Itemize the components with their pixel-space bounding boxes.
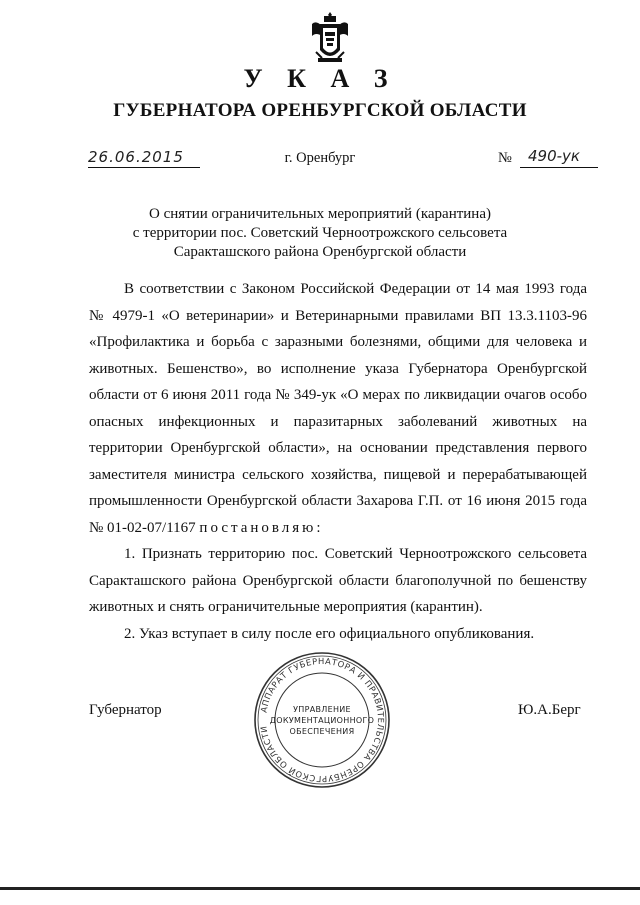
coat-of-arms-icon (308, 10, 352, 66)
body-line: В соответствии с Законом Российской Федерации от 14 мая 1993 года (124, 281, 587, 297)
number-sign: № (498, 150, 512, 166)
body-line (89, 515, 587, 542)
body-line: 1. Признать территорию пос. Советский Черноотрожского сельсовета (124, 546, 587, 562)
stamp-center (252, 704, 392, 737)
subject-line: О снятии ограничительных мероприятий (карантина) (149, 206, 491, 222)
stamp-ring-text: АППАРАТ ГУБЕРНАТОРА И ПРАВИТЕЛЬСТВА ОРЕНБУРГСКОЙ ОБЛАСТИ (258, 655, 387, 785)
city-label: г. Оренбург (284, 150, 356, 166)
registration-number: № 01-02-07/1167 (89, 519, 196, 536)
issuer-title: ГУБЕРНАТОРА ОРЕНБУРГСКОЙ ОБЛАСТИ (113, 100, 527, 121)
meta-row (0, 147, 640, 172)
decree-title: У К А З (243, 64, 397, 93)
date-underline (88, 167, 200, 168)
body-line: территории Оренбургской области», на основании представления первого (89, 440, 587, 456)
page-bottom-rule (0, 887, 640, 890)
decree-keyword: постановляю: (199, 519, 324, 536)
body-line: заместителя министра сельского хозяйства, пищевой и перерабатывающей (89, 466, 587, 483)
stamp-line: ОБЕСПЕЧЕНИЯ (289, 727, 355, 736)
signatory-name: Ю.А.Берг (518, 702, 581, 718)
stamp-line: УПРАВЛЕНИЕ (293, 705, 351, 714)
stamp-line: ДОКУМЕНТАЦИОННОГО (269, 716, 375, 725)
body-line: животных и снять ограничительные мероприятия (карантин). (89, 599, 483, 615)
subject-heading (0, 205, 640, 262)
body-line: «Профилактика и борьба с заразными болезнями, общими для человека и (89, 334, 587, 350)
subject-line: Саракташского района Оренбургской области (173, 244, 467, 260)
signatory-position: Губернатор (89, 702, 162, 718)
body-line: № 4979-1 «О ветеринарии» и Ветеринарными правилами ВП 13.3.1103-96 (89, 307, 587, 324)
body-line: опасных инфекционных и паразитарных заболеваний животных на (89, 413, 587, 430)
number-underline (520, 167, 598, 168)
number-field (498, 147, 598, 172)
number-value: 490-ук (528, 147, 580, 165)
body-line: животных. Бешенство», во исполнение указа Губернатора Оренбургской (89, 360, 587, 377)
decree-body (89, 276, 587, 647)
subject-line: с территории пос. Советский Черноотрожского сельсовета (132, 225, 508, 241)
body-line: промышленности Оренбургской области Захарова Г.П. от 16 июня 2015 года (89, 493, 587, 509)
body-line: Саракташского района Оренбургской области благополучной по бешенству (89, 572, 587, 589)
official-stamp (252, 650, 392, 790)
body-line: 2. Указ вступает в силу после его официального опубликования. (124, 625, 535, 642)
date-value: 26.06.2015 (88, 148, 184, 166)
body-line: области от 6 июня 2011 года № 349-ук «О мерах по ликвидации очагов особо (89, 387, 587, 403)
